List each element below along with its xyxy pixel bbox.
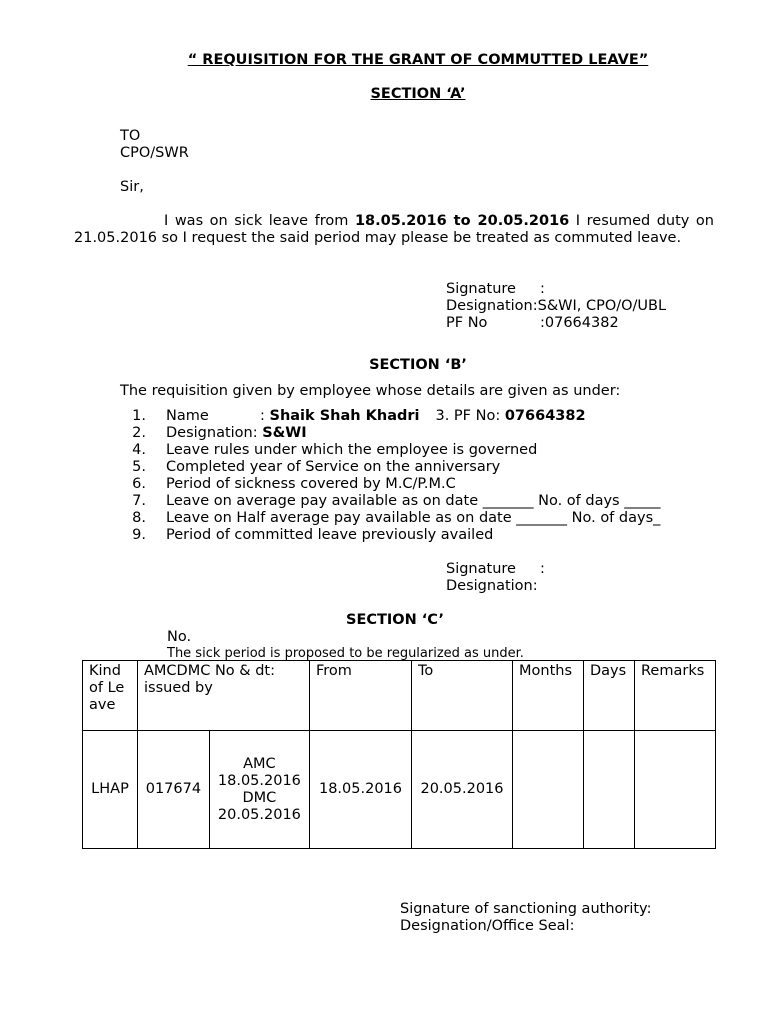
cell-no: 017674 [138,731,210,849]
employee-designation: S&WI [262,425,307,441]
designation-value: :S&WI, CPO/O/UBL [532,298,667,314]
cell-amcdmc: AMC 18.05.2016 DMC 20.05.2016 [209,731,309,849]
list-item: 4. Leave rules under which the employee is governed [132,442,538,458]
header-from: From [310,661,412,731]
list-item: 5. Completed year of Service on the anniversary [132,459,501,475]
pf-line-a [446,315,619,332]
section-b-intro: The requisition given by employee whose details are given as under: [120,383,621,399]
header-months: Months [513,661,584,731]
designation-line-b: Designation: [446,578,538,594]
pf-label: PF No [446,315,488,331]
signature-value: : [540,281,545,297]
list-item: 6. Period of sickness covered by M.C/P.M.C [132,476,456,492]
cell-to: 20.05.2016 [412,731,513,849]
header-days: Days [584,661,635,731]
signature-line-a [446,281,545,298]
table-row [83,731,716,849]
request-paragraph [74,213,714,247]
signature-line-b: Signature : [446,561,545,577]
sanction-signature: Signature of sanctioning authority: [400,901,652,917]
no-label: No. [167,629,192,645]
designation-seal: Designation/Office Seal: [400,918,575,934]
header-remarks: Remarks [635,661,716,731]
section-a-heading: SECTION ‘A’ [370,86,466,102]
cell-from: 18.05.2016 [310,731,412,849]
designation-line-a [446,298,666,315]
list-item: 2. Designation: S&WI [132,425,307,441]
designation-label: Designation [446,298,533,314]
list-item: 8. Leave on Half average pay available as on date _______ No. of days_ [132,510,661,526]
cell-kind: LHAP [83,731,138,849]
employee-details-list [120,408,660,544]
table-header-row [83,661,716,731]
leave-table [82,660,716,849]
header-to: To [412,661,513,731]
document-title: “ REQUISITION FOR THE GRANT OF COMMUTTED LEAVE” [187,52,649,68]
salutation: Sir, [120,179,144,195]
section-c-intro: The sick period is proposed to be regularized as under. [167,646,524,661]
section-b-heading: SECTION ‘B’ [369,357,467,373]
list-item: 1. Name : Shaik Shah Khadri 3. PF No: 07664382 [132,408,586,424]
to-label: TO [120,128,141,144]
cell-remarks [635,731,716,849]
employee-name: Shaik Shah Khadri [269,408,420,424]
cell-days [584,731,635,849]
leave-dates: 18.05.2016 to 20.05.2016 [354,213,570,229]
header-kind: Kind of Leave [83,661,138,731]
employee-pf: 07664382 [504,408,586,424]
list-item: 9. Period of committed leave previously availed [132,527,494,543]
body-post: I resumed duty on 21.05.2016 so I request the said period may please be treated as commuted leave. [74,213,714,246]
to-office: CPO/SWR [120,145,189,161]
body-pre: I was on sick leave from [164,213,355,229]
section-c-heading: SECTION ‘C’ [346,612,444,628]
list-item: 7. Leave on average pay available as on date _______ No. of days _____ [132,493,661,509]
header-amcdmc: AMCDMC No & dt: issued by [138,661,310,731]
signature-label: Signature [446,281,516,297]
cell-months [513,731,584,849]
pf-value: :07664382 [540,315,619,331]
